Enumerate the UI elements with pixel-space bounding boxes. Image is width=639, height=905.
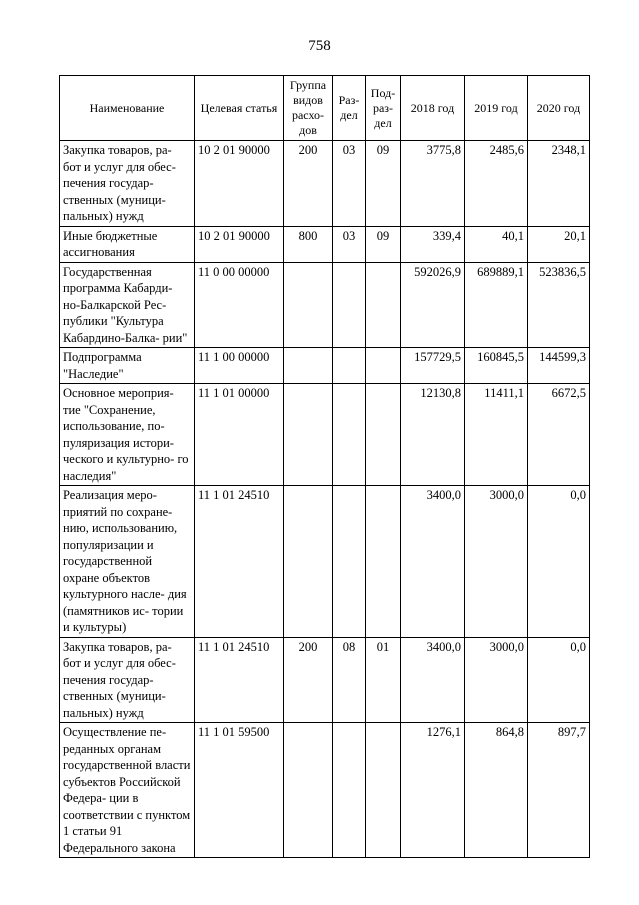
table-row bbox=[60, 226, 590, 262]
cell-name: Осуществление пе- реданных органам государственной власти субъектов Российской Федера- ции в соответствии с пунктом 1 статьи 91 Федерального закона bbox=[60, 723, 195, 858]
cell-2020: 144599,3 bbox=[528, 348, 590, 384]
table-row bbox=[60, 262, 590, 348]
cell-target: 10 2 01 90000 bbox=[195, 141, 284, 227]
cell-section bbox=[333, 486, 366, 638]
cell-target: 11 1 01 59500 bbox=[195, 723, 284, 858]
cell-subsection: 09 bbox=[366, 141, 401, 227]
cell-section bbox=[333, 348, 366, 384]
cell-name: Подпрограмма "Наследие" bbox=[60, 348, 195, 384]
cell-subsection: 01 bbox=[366, 637, 401, 723]
cell-section bbox=[333, 384, 366, 486]
cell-target: 11 1 01 00000 bbox=[195, 384, 284, 486]
cell-group: 200 bbox=[284, 141, 333, 227]
cell-target: 11 1 01 24510 bbox=[195, 486, 284, 638]
budget-table bbox=[59, 75, 590, 858]
cell-group bbox=[284, 723, 333, 858]
header-2018: 2018 год bbox=[401, 76, 465, 141]
cell-2019: 160845,5 bbox=[465, 348, 528, 384]
header-expense-group: Группа видов расхо- дов bbox=[284, 76, 333, 141]
cell-2020: 0,0 bbox=[528, 486, 590, 638]
header-2019: 2019 год bbox=[465, 76, 528, 141]
cell-2018: 3400,0 bbox=[401, 637, 465, 723]
header-name: Наименование bbox=[60, 76, 195, 141]
cell-name: Закупка товаров, ра- бот и услуг для обес- печения государ- ственных (муници- пальных) нужд bbox=[60, 637, 195, 723]
cell-name: Иные бюджетные ассигнования bbox=[60, 226, 195, 262]
page-number: 758 bbox=[308, 38, 331, 54]
cell-2019: 11411,1 bbox=[465, 384, 528, 486]
cell-target: 11 0 00 00000 bbox=[195, 262, 284, 348]
table-row bbox=[60, 141, 590, 227]
cell-2020: 6672,5 bbox=[528, 384, 590, 486]
cell-2018: 12130,8 bbox=[401, 384, 465, 486]
cell-subsection bbox=[366, 384, 401, 486]
header-target-article: Целевая статья bbox=[195, 76, 284, 141]
cell-2018: 157729,5 bbox=[401, 348, 465, 384]
cell-section: 03 bbox=[333, 141, 366, 227]
cell-2020: 523836,5 bbox=[528, 262, 590, 348]
header-section: Раз- дел bbox=[333, 76, 366, 141]
header-2020: 2020 год bbox=[528, 76, 590, 141]
cell-target: 11 1 00 00000 bbox=[195, 348, 284, 384]
cell-name: Государственная программа Кабарди- но-Балкарской Рес- публики "Культура Кабардино-Балка- рии" bbox=[60, 262, 195, 348]
cell-subsection bbox=[366, 348, 401, 384]
cell-name: Закупка товаров, ра- бот и услуг для обес- печения государ- ственных (муници- пальных) нужд bbox=[60, 141, 195, 227]
cell-2019: 689889,1 bbox=[465, 262, 528, 348]
cell-2018: 3400,0 bbox=[401, 486, 465, 638]
cell-section bbox=[333, 723, 366, 858]
cell-2019: 2485,6 bbox=[465, 141, 528, 227]
cell-2019: 3000,0 bbox=[465, 486, 528, 638]
cell-2019: 3000,0 bbox=[465, 637, 528, 723]
header-subsection: Под- раз- дел bbox=[366, 76, 401, 141]
cell-2020: 2348,1 bbox=[528, 141, 590, 227]
cell-2018: 339,4 bbox=[401, 226, 465, 262]
cell-target: 10 2 01 90000 bbox=[195, 226, 284, 262]
cell-2020: 897,7 bbox=[528, 723, 590, 858]
table-row bbox=[60, 723, 590, 858]
cell-group bbox=[284, 384, 333, 486]
cell-2019: 864,8 bbox=[465, 723, 528, 858]
cell-subsection bbox=[366, 262, 401, 348]
cell-group bbox=[284, 486, 333, 638]
cell-2020: 20,1 bbox=[528, 226, 590, 262]
cell-2018: 1276,1 bbox=[401, 723, 465, 858]
cell-section: 03 bbox=[333, 226, 366, 262]
table-row bbox=[60, 486, 590, 638]
cell-2019: 40,1 bbox=[465, 226, 528, 262]
header-row bbox=[60, 76, 590, 141]
cell-subsection bbox=[366, 723, 401, 858]
cell-group: 800 bbox=[284, 226, 333, 262]
cell-2020: 0,0 bbox=[528, 637, 590, 723]
cell-subsection bbox=[366, 486, 401, 638]
cell-group: 200 bbox=[284, 637, 333, 723]
cell-group bbox=[284, 348, 333, 384]
cell-target: 11 1 01 24510 bbox=[195, 637, 284, 723]
cell-2018: 592026,9 bbox=[401, 262, 465, 348]
table-row bbox=[60, 384, 590, 486]
cell-group bbox=[284, 262, 333, 348]
table-row bbox=[60, 637, 590, 723]
cell-section: 08 bbox=[333, 637, 366, 723]
table-row bbox=[60, 348, 590, 384]
cell-subsection: 09 bbox=[366, 226, 401, 262]
cell-name: Основное мероприя- тие "Сохранение, использование, по- пуляризация истори- ческого и культурно- го наследия" bbox=[60, 384, 195, 486]
cell-name: Реализация меро- приятий по сохране- нию, использованию, популяризации и государственной охране объектов культурного насле- дия (памятников ис- тории и культуры) bbox=[60, 486, 195, 638]
cell-2018: 3775,8 bbox=[401, 141, 465, 227]
cell-section bbox=[333, 262, 366, 348]
